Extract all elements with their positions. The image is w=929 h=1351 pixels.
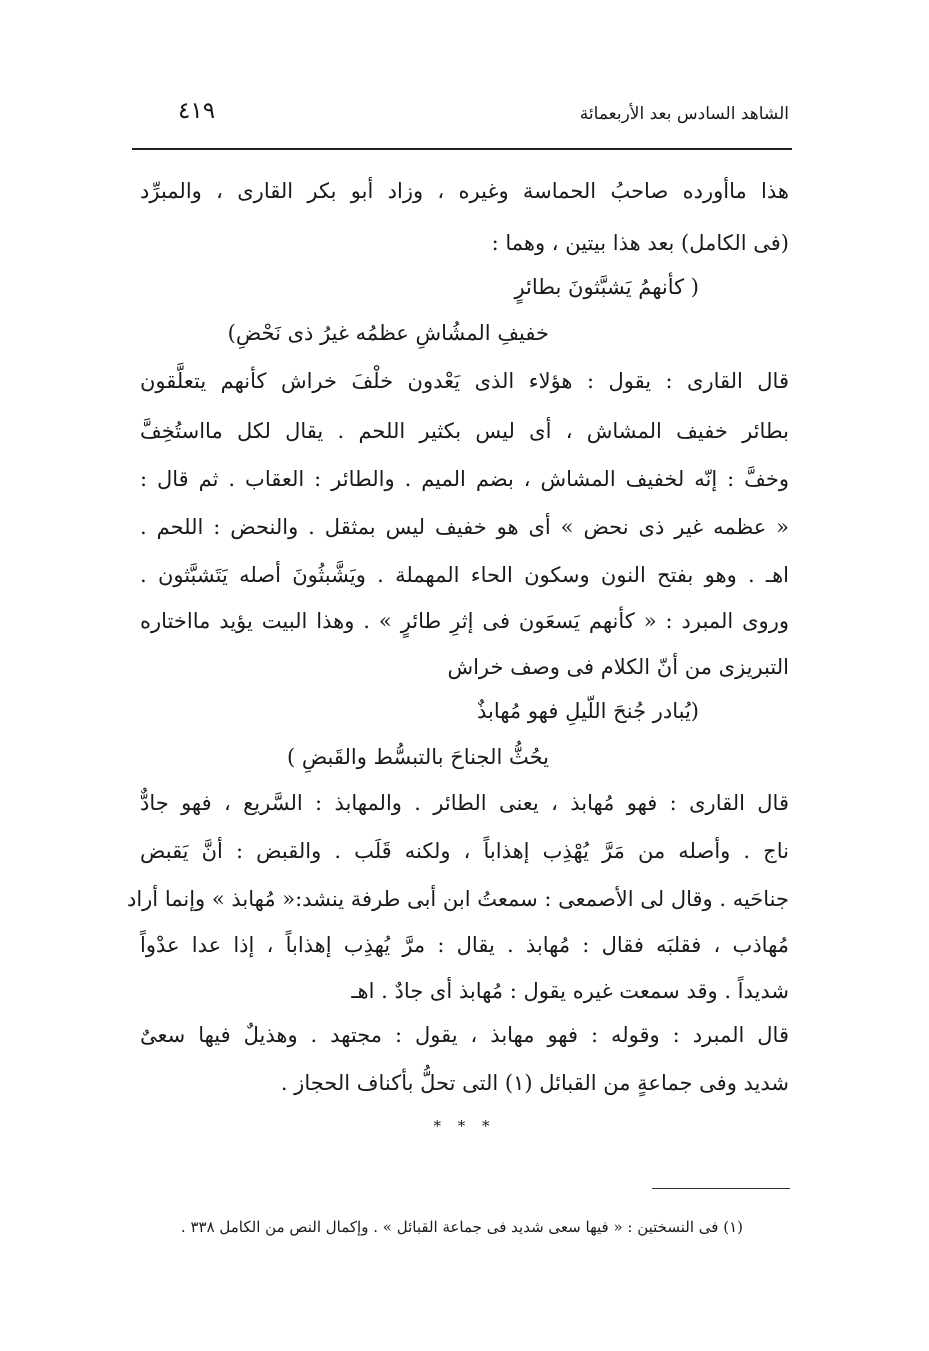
body-line: شديد وفى جماعةٍ من القبائل (١) التى تحلُّ بأكناف الحجاز . (280, 1071, 789, 1095)
body-line: قال القارى : فهو مُهابذ ، يعنى الطائر . والمهابذ : السَّريع ، فهو جادٌّ (140, 791, 789, 815)
footnote: (١) فى النسختين : « فيها سعى شديد فى جماعة القبائل » . وإكمال النص من الكامل ٣٣٨ . (180, 1218, 743, 1236)
body-line: وخفَّ : إنّه لخفيف المشاش ، بضم الميم . والطائر : العقاب . ثم قال : (140, 467, 789, 491)
body-line: شديداً . وقد سمعت غيره يقول : مُهابذ أى جادٌ . اهـ (351, 979, 789, 1003)
verse-hemistich: (يُبادر جُنحَ اللّيلِ فهو مُهابذٌ (476, 699, 699, 723)
page-number: ٤١٩ (178, 98, 216, 124)
body-line: قال القارى : يقول : هؤلاء الذى يَعْدون خلْفَ خراش كأنهم يتعلَّقون (140, 369, 789, 393)
body-line: ناج . وأصله من مَرَّ يُهْذِب إهذاباً ، ولكنه قَلَب . والقبض : أنَّ يَقبض (140, 839, 789, 863)
footnote-rule (652, 1188, 790, 1189)
verse-hemistich: يحُثُّ الجناحَ بالتبسُّط والقَبضِ ) (286, 745, 549, 769)
section-separator: * * * (433, 1117, 496, 1135)
body-line: (فى الكامل) بعد هذا بيتين ، وهما : (491, 231, 789, 255)
verse-hemistich: خفيفِ المشُاشِ عظمُه غيرُ ذى نَحْضِ) (227, 321, 549, 345)
body-line: جناحَيه . وقال لى الأصمعى : سمعتُ ابن أبى طرفة ينشد:« مُهابذ » وإنما أراد (126, 887, 789, 911)
body-line: قال المبرد : وقوله : فهو مهابذ ، يقول : مجتهد . وهذيلٌ فيها سعىٌ (140, 1023, 789, 1047)
body-line: وروى المبرد : « كأنهم يَسعَون فى إثرِ طائرٍ » . وهذا البيت يؤيد مااختاره (140, 609, 789, 633)
body-line: هذا ماأورده صاحبُ الحماسة وغيره ، وزاد أبو بكر القارى ، والمبرِّد (140, 179, 789, 203)
body-line: « عظمه غير ذى نحض » أى هو خفيف ليس بمثقل . والنحض : اللحم . (140, 515, 789, 539)
verse-hemistich: ( كأنهمُ يَشبَّثونَ بطائرٍ (514, 275, 699, 299)
body-line: بطائر خفيف المشاش ، أى ليس بكثير اللحم . يقال لكل مااستُخِفَّ (140, 419, 789, 443)
body-line: التبريزى من أنّ الكلام فى وصف خراش (447, 655, 789, 679)
body-line: مُهاذب ، فقلبَه فقال : مُهابذ . يقال : مرَّ يُهذِب إهذاباً ، إذا عدا عدْواً (140, 933, 789, 957)
header-rule (132, 148, 792, 150)
running-head-title: الشاهد السادس بعد الأربعمائة (579, 104, 789, 124)
body-line: اهـ . وهو بفتح النون وسكون الحاء المهملة . ويَشَّبثُونَ أصله يَتَشبَّثون . (140, 563, 789, 587)
